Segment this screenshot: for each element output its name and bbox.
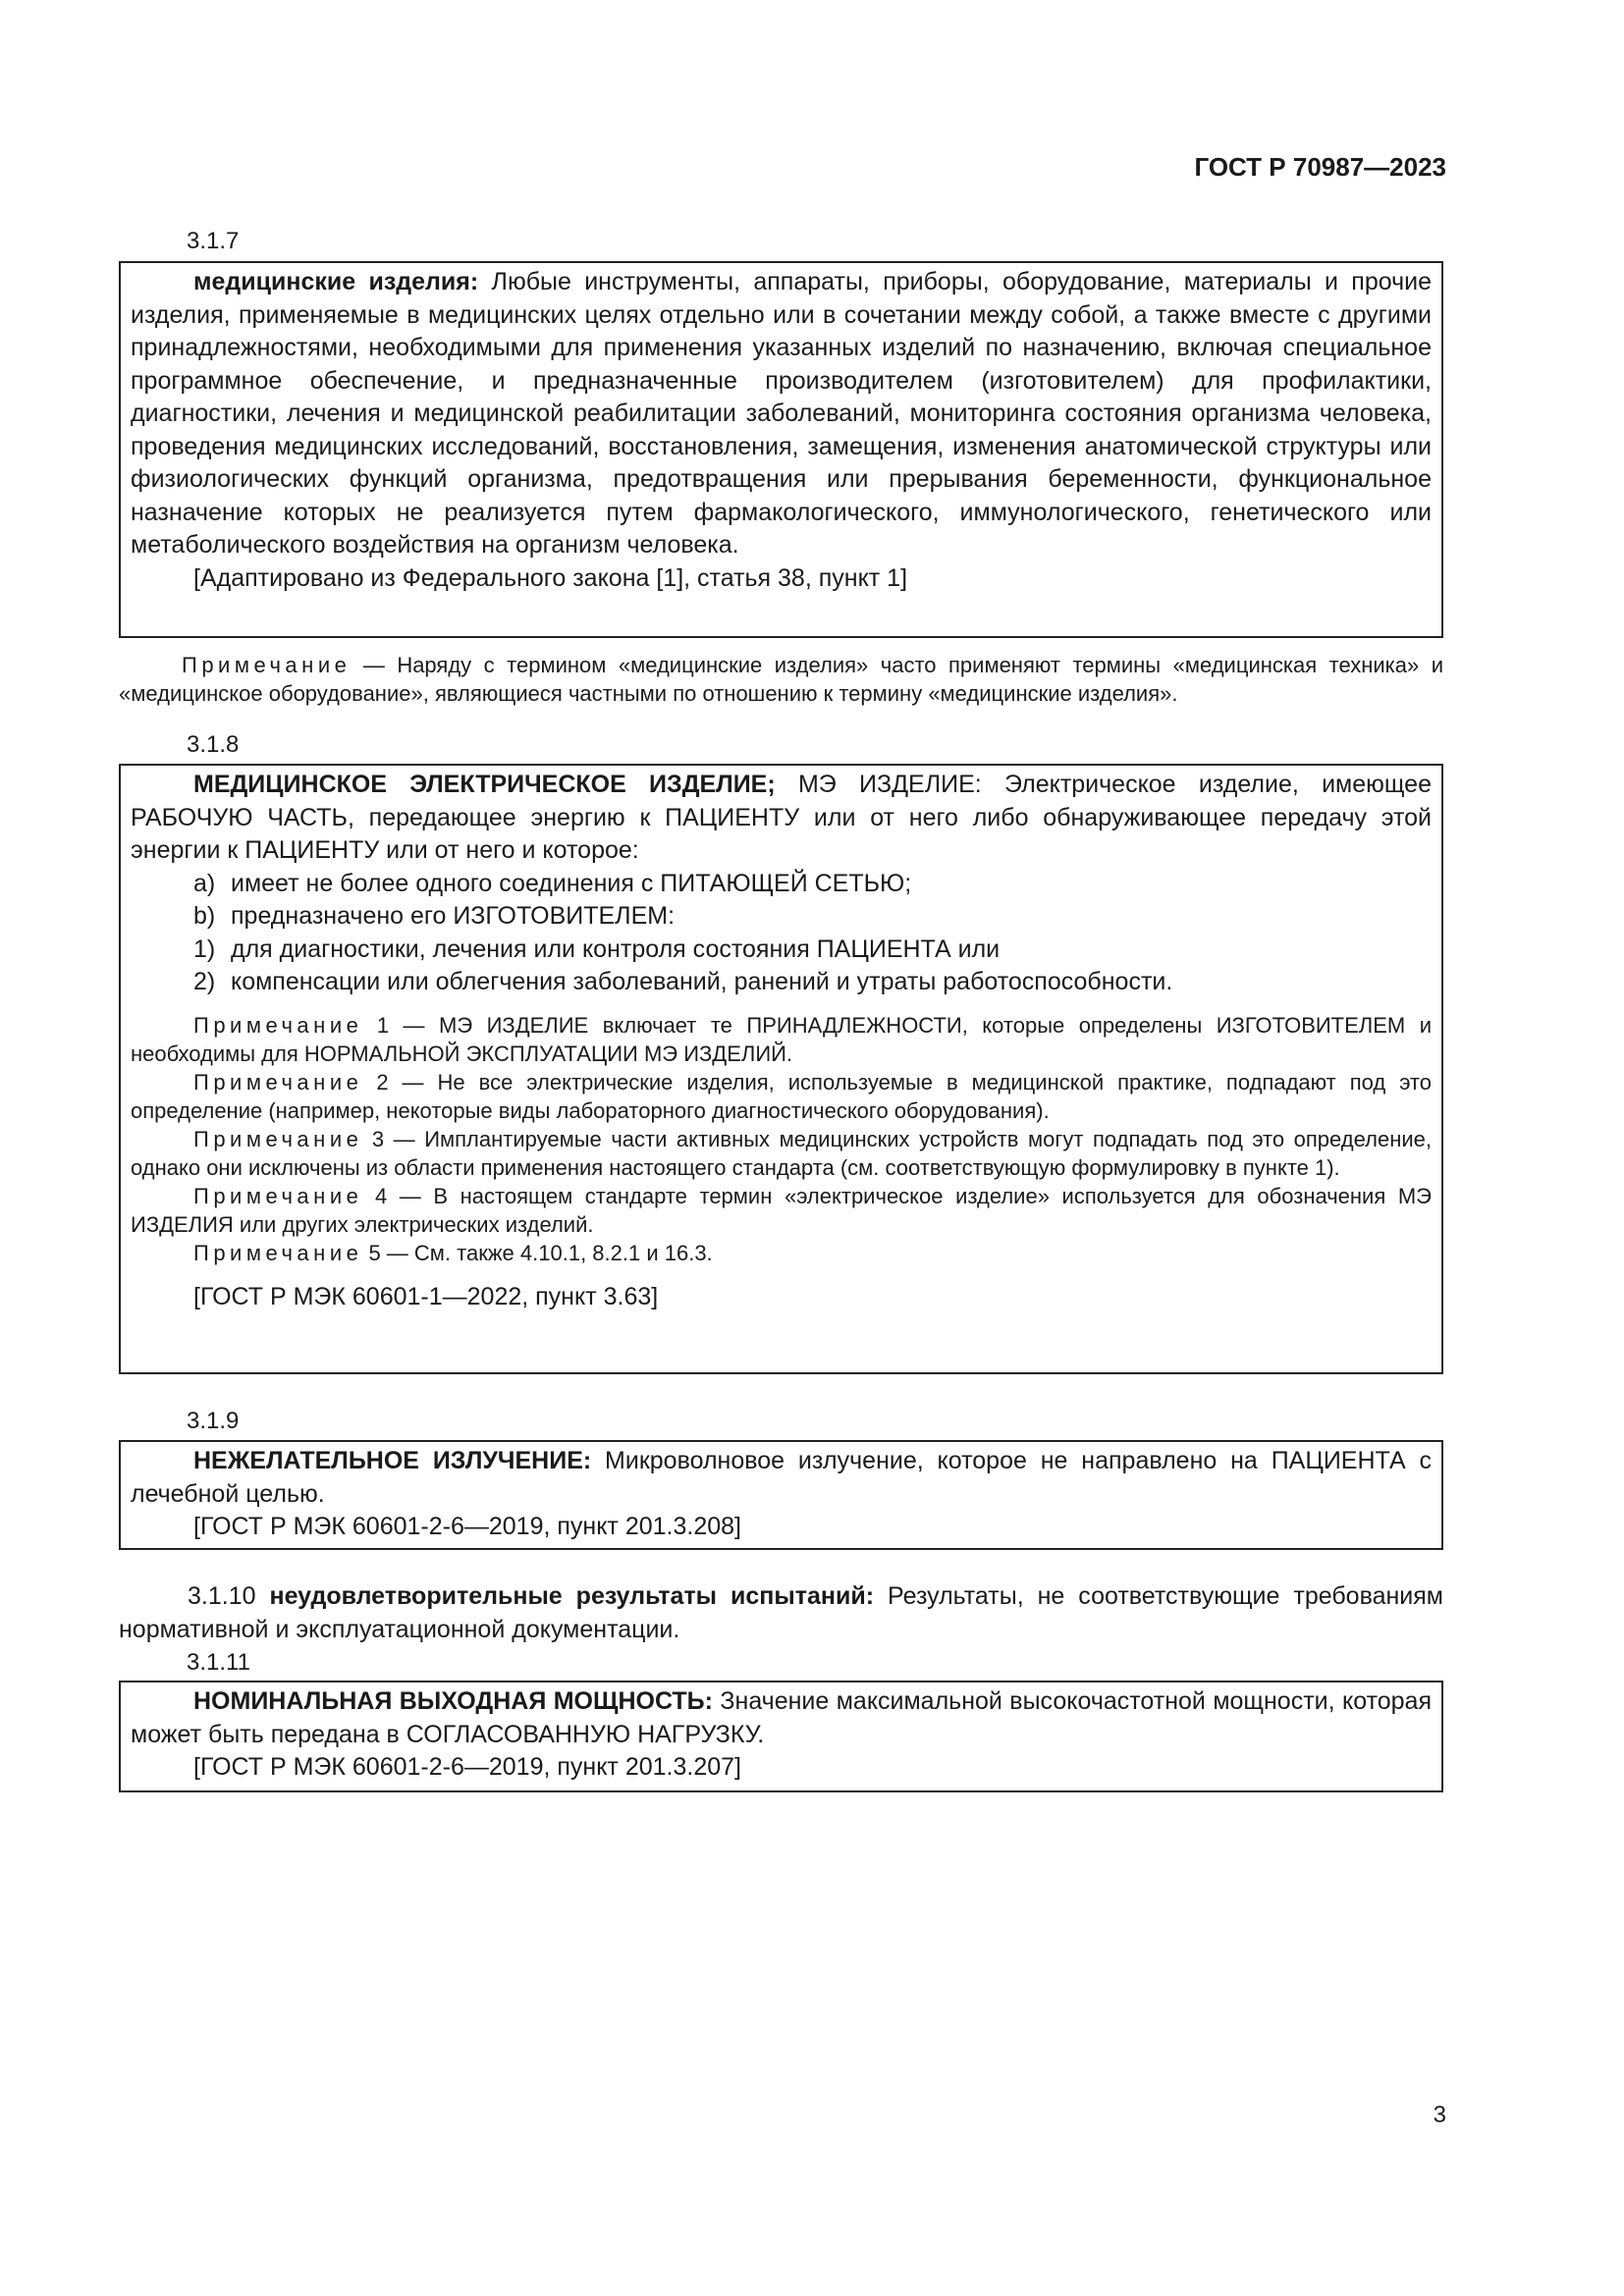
source-reference: [Адаптировано из Федерального закона [1], статья 38, пункт 1] <box>193 563 908 592</box>
note-label: Примечание <box>193 1126 363 1151</box>
list-text: имеет не более одного соединения с ПИТАЮЩЕЙ СЕТЬЮ; <box>231 869 912 897</box>
list-item <box>131 900 1432 934</box>
note-text: — Наряду с термином «медицинские изделия» часто применяют термины «медицинская техника» и «медицинское оборудование», являющиеся частными по отношению к термину «медицинские изделия». <box>119 653 1443 706</box>
list-marker: 2) <box>193 968 216 995</box>
section-number-3-1-9: 3.1.9 <box>187 1408 240 1434</box>
note-label: Примечание <box>193 1069 363 1095</box>
term-paragraph-3-1-10 <box>119 1580 1443 1646</box>
note-text: 5 — См. также 4.10.1, 8.2.1 и 16.3. <box>362 1240 713 1265</box>
definition-text: Значение максимальной высокочастотной мощности, которая может быть передана в СОГЛАСОВАННУЮ НАГРУЗКУ. <box>131 1687 1432 1748</box>
note-label: Примечание <box>193 1240 363 1265</box>
definition-box-3-1-9 <box>119 1440 1443 1550</box>
term: медицинские изделия: <box>193 268 479 295</box>
note-3 <box>131 1125 1432 1182</box>
definition-box-3-1-8 <box>119 764 1443 1374</box>
source-reference: [ГОСТ Р МЭК 60601-1—2022, пункт 3.63] <box>193 1282 659 1310</box>
term: НЕЖЕЛАТЕЛЬНОЕ ИЗЛУЧЕНИЕ: <box>193 1447 592 1474</box>
list-item <box>131 966 1432 999</box>
term: НОМИНАЛЬНАЯ ВЫХОДНАЯ МОЩНОСТЬ: <box>193 1687 713 1715</box>
list-item <box>131 934 1432 967</box>
definition-box-3-1-7 <box>119 261 1443 638</box>
section-number-3-1-10: 3.1.10 <box>188 1582 256 1610</box>
definition-paragraph <box>131 266 1432 562</box>
definition-paragraph <box>131 769 1432 868</box>
definition-text: Любые инструменты, аппараты, приборы, оборудование, материалы и прочие изделия, применяемые в медицинских целях отдельно или в сочетании между собой, а также вместе с другими принадлежностями, необходимыми для применения указанных изделий по назначению, включая специальное программное обеспечение, и предназначенные производителем (изготовителем) для профилактики, диагностики, лечения и медицинской реабилитации заболеваний, мониторинга состояния организма человека, проведения медицинских исследований, восстановления, замещения, изменения анатомической структуры или физиологических функций организма, предотвращения или прерывания беременности, функциональное назначение которых не реализуется путем фармакологического, иммунологического, генетического или метаболического воздействия на организм человека. <box>131 268 1432 559</box>
note-text: 3 — Имплантируемые части активных медицинских устройств могут подпадать под это определение, однако они исключены из области применения настоящего стандарта (см. соответствующую формулировку в пункте 1). <box>131 1126 1432 1180</box>
source-reference: [ГОСТ Р МЭК 60601-2-6—2019, пункт 201.3.207] <box>193 1753 741 1781</box>
note-1 <box>131 1011 1432 1068</box>
note-label: Примечание <box>193 1012 363 1038</box>
note-text: 2 — Не все электрические изделия, используемые в медицинской практике, подпадают под это определение (например, некоторые виды лабораторного диагностического оборудования). <box>131 1069 1432 1123</box>
term: МЕДИЦИНСКОЕ ЭЛЕКТРИЧЕСКОЕ ИЗДЕЛИЕ; <box>193 771 776 798</box>
list-marker: a) <box>193 869 216 897</box>
section-number-3-1-11: 3.1.11 <box>187 1649 250 1676</box>
definition-text: Микроволновое излучение, которое не направлено на ПАЦИЕНТА с лечебной целью. <box>131 1447 1432 1508</box>
section-number-3-1-8: 3.1.8 <box>187 731 240 758</box>
document-code: ГОСТ Р 70987—2023 <box>1194 152 1446 182</box>
list-text: компенсации или облегчения заболеваний, ранений и утраты работоспособности. <box>231 968 1173 995</box>
note-3-1-7 <box>119 651 1443 708</box>
list-marker: 1) <box>193 934 216 963</box>
definition-box-3-1-11 <box>119 1681 1443 1792</box>
note-text: 4 — В настоящем стандарте термин «электрическое изделие» используется для обозначения МЭ ИЗДЕЛИЯ или других электрических изделий. <box>131 1183 1432 1237</box>
note-2 <box>131 1068 1432 1125</box>
list-text: для диагностики, лечения или контроля состояния ПАЦИЕНТА или <box>231 934 1001 963</box>
note-5 <box>131 1239 1432 1267</box>
note-label: Примечание <box>182 653 352 677</box>
list-item <box>131 868 1432 901</box>
definition-text: МЭ ИЗДЕЛИЕ: Электрическое изделие, имеющее РАБОЧУЮ ЧАСТЬ, передающее энергию к ПАЦИЕНТУ или от него либо обнаруживающее передачу этой энергии к ПАЦИЕНТУ или от него и которое: <box>131 771 1432 864</box>
definition-paragraph <box>131 1685 1432 1751</box>
page-number: 3 <box>1433 2102 1446 2128</box>
list-marker: b) <box>193 902 216 930</box>
definition-paragraph <box>131 1445 1432 1511</box>
note-text: 1 — МЭ ИЗДЕЛИЕ включает те ПРИНАДЛЕЖНОСТИ, которые определены ИЗГОТОВИТЕЛЕМ и необходимы для НОРМАЛЬНОЙ ЭКСПЛУАТАЦИИ МЭ ИЗДЕЛИЙ. <box>131 1012 1432 1066</box>
source-reference: [ГОСТ Р МЭК 60601-2-6—2019, пункт 201.3.208] <box>193 1513 741 1540</box>
section-number-3-1-7: 3.1.7 <box>187 228 240 254</box>
note-label: Примечание <box>193 1183 363 1208</box>
definition-text: Результаты, не соответствующие требованиям нормативной и эксплуатационной документации. <box>119 1582 1443 1643</box>
list-text: предназначено его ИЗГОТОВИТЕЛЕМ: <box>231 902 676 930</box>
note-4 <box>131 1182 1432 1239</box>
term: неудовлетворительные результаты испытаний: <box>269 1582 875 1610</box>
